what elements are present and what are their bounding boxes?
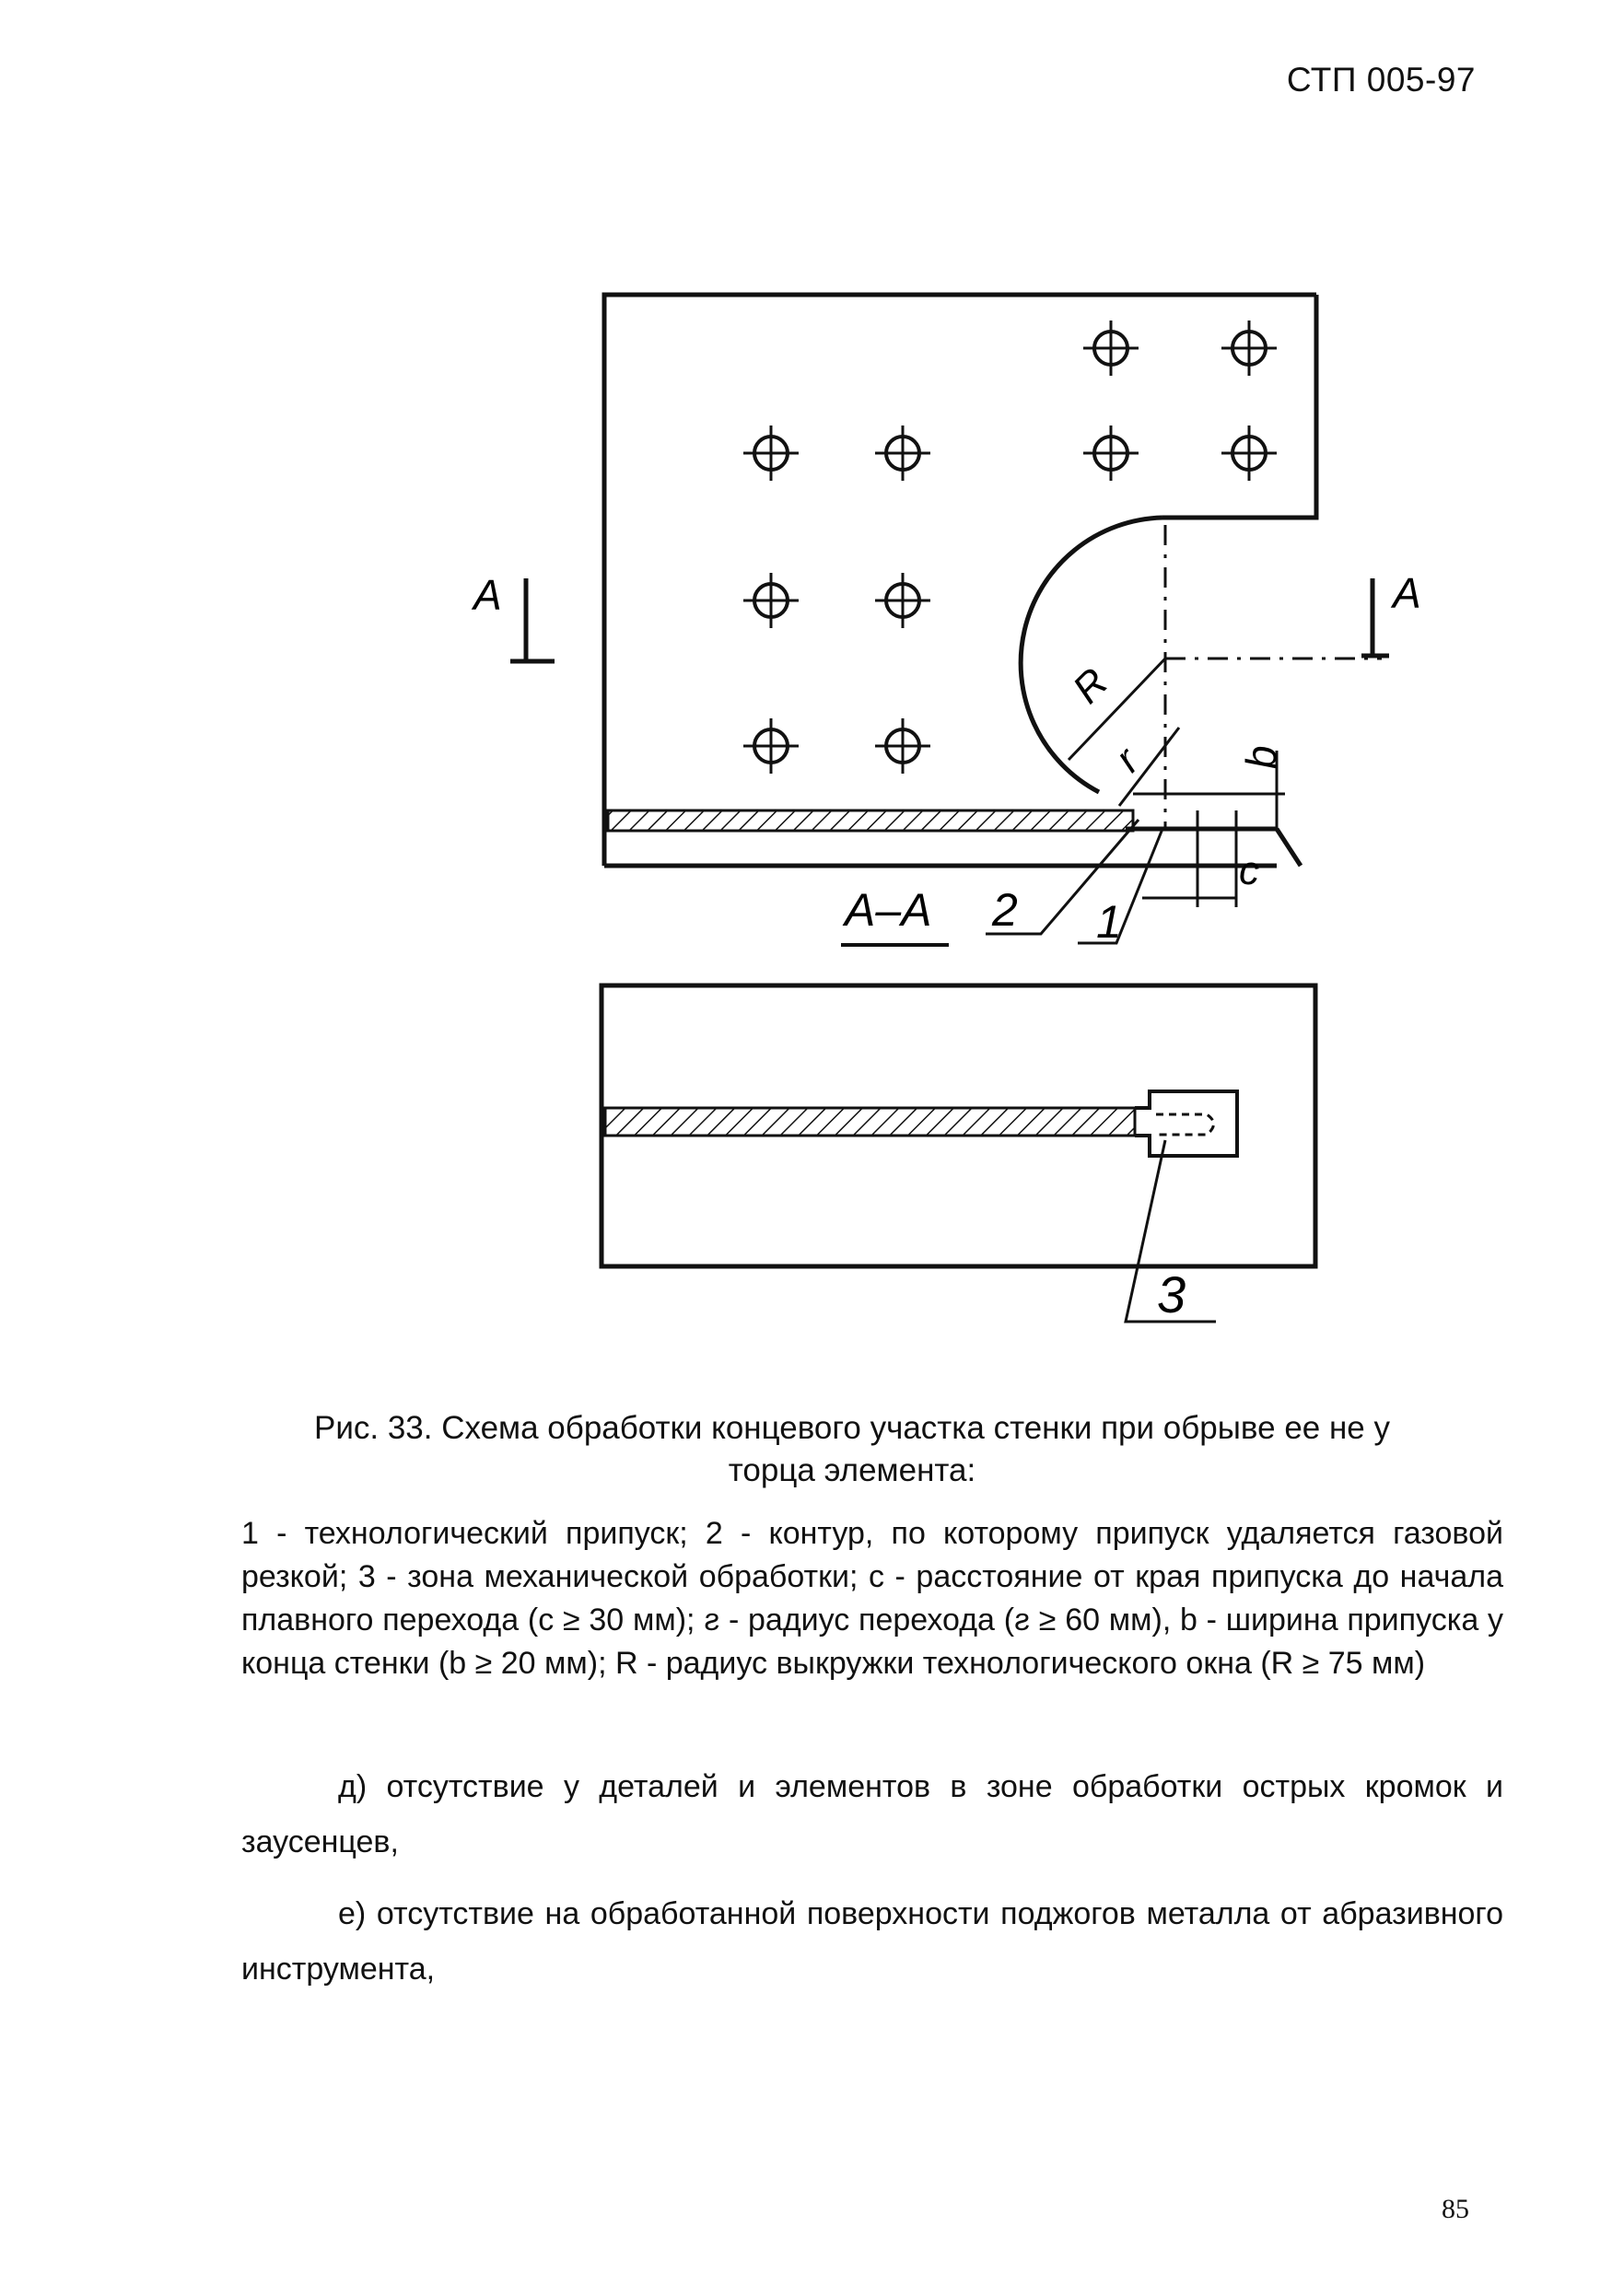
machining-zone-curve bbox=[1156, 1114, 1214, 1135]
dimension-b-label: b bbox=[1237, 745, 1285, 769]
caption-line-1: Рис. 33. Схема обработки концевого участка стенки при обрыве ее не у bbox=[313, 1410, 1390, 1446]
section-label-left: А bbox=[473, 571, 502, 619]
radius-big-label: R bbox=[1064, 659, 1117, 713]
section-mark-left bbox=[510, 578, 555, 661]
radius-small-label: r bbox=[1106, 739, 1149, 781]
allowance-strip bbox=[608, 810, 1133, 831]
callout-1-label: 1 bbox=[1096, 896, 1122, 948]
page-number: 85 bbox=[1442, 2194, 1469, 2224]
section-view-wall bbox=[605, 1108, 1135, 1136]
section-label-right: А bbox=[1393, 569, 1421, 617]
plate-outline bbox=[604, 295, 1316, 866]
section-mark-right bbox=[1361, 578, 1389, 656]
figure-caption bbox=[239, 1407, 1465, 1492]
callout-2-label: 2 bbox=[992, 884, 1018, 936]
document-code: СТП 005-97 bbox=[1286, 61, 1476, 99]
section-title: А–А bbox=[845, 884, 932, 936]
dimension-c-label: c bbox=[1239, 848, 1259, 893]
caption-line-2: торца элемента: bbox=[728, 1452, 976, 1488]
callout-3-label: 3 bbox=[1157, 1265, 1186, 1323]
list-item-d: д) отсутствие у деталей и элементов в зоне обработки острых кромок и заусенцев, bbox=[241, 1769, 1503, 1859]
list-item-e: е) отсутствие на обработанной поверхности поджогов металла от абразивного инструмента, bbox=[241, 1896, 1503, 1987]
machining-zone-outline bbox=[1135, 1091, 1237, 1156]
figure-legend: 1 - технологический припуск; 2 - контур, по которому припуск удаляется газовой резкой; 3 - зона механической обработки; с - расстояние от края припуска до начала плавного перехода (с ≥ 30 мм); ƨ - радиус перехода (ƨ ≥ 60 мм), b - ширина припуска у конца стенки (b ≥ 20 мм); R - радиус выкружки технологического окна (R ≥ 75 мм) bbox=[241, 1516, 1503, 1681]
center-lines bbox=[1165, 525, 1382, 829]
bolt-holes bbox=[743, 321, 1277, 774]
